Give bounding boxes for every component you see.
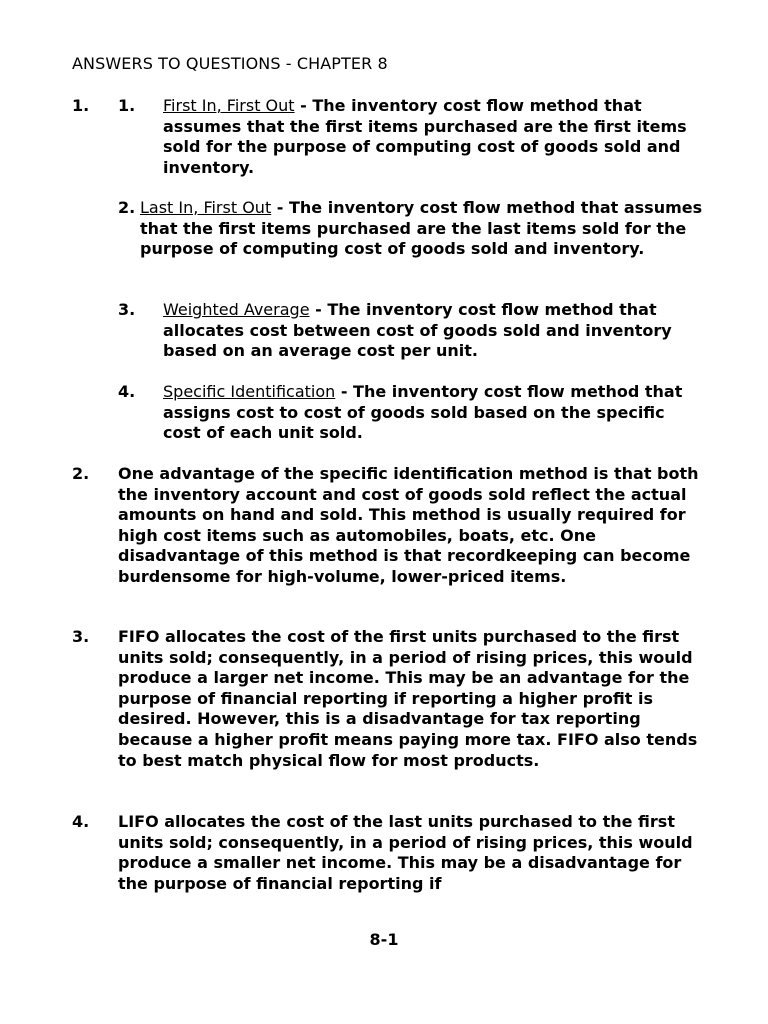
answer-3-text: FIFO allocates the cost of the first units purchased to the first units sold; consequently, in a period of rising prices, this would produce a larger net income. This may be an advantage for the purpose of financial reporting if reporting a higher profit is desired. However, this is a disadvantage for tax reporting because a higher profit means paying more tax. FIFO also tends to best match physical flow for most products. <box>118 627 698 770</box>
page-number: 8-1 <box>369 930 399 949</box>
answer-1-number: 1. <box>72 96 90 115</box>
answer-4-number: 4. <box>72 812 90 831</box>
answer-1-item-2 <box>118 198 703 260</box>
answer-1-item-1 <box>163 96 703 178</box>
answer-1-item-4-number: 4. <box>118 382 136 401</box>
answer-1-item-3-text: - The inventory cost flow method that allocates cost between cost of goods sold and inventory based on an average cost per unit. <box>163 300 672 361</box>
answer-1-item-1-term: First In, First Out <box>163 96 295 115</box>
answer-1-item-2-number: 2. <box>118 198 136 217</box>
answer-1-item-2-text: - The inventory cost flow method that assumes that the first items purchased are the last items sold for the purpose of computing cost of goods sold and inventory. <box>140 198 703 259</box>
answer-2-text: One advantage of the specific identification method is that both the inventory account and cost of goods sold reflect the actual amounts on hand and sold. This method is usually required for high cost items such as automobiles, boats, etc. One disadvantage of this method is that recordkeeping can become burdensome for high-volume, lower-priced items. <box>118 464 699 586</box>
answer-1-item-4 <box>163 382 703 444</box>
answer-2-number: 2. <box>72 464 90 483</box>
answer-3-number: 3. <box>72 627 90 646</box>
answer-1-item-1-text: - The inventory cost flow method that assumes that the first items purchased are the first items sold for the purpose of computing cost of goods sold and inventory. <box>163 96 687 177</box>
answer-1-item-4-term: Specific Identification <box>163 382 336 401</box>
answer-1-item-2-term: Last In, First Out <box>140 198 272 217</box>
answer-1-item-3 <box>163 300 703 362</box>
answer-4-text: LIFO allocates the cost of the last units purchased to the first units sold; consequently, in a period of rising prices, this would produce a smaller net income. This may be a disadvantage for the purpose of financial reporting if <box>118 812 693 893</box>
page-title: ANSWERS TO QUESTIONS - CHAPTER 8 <box>72 54 388 73</box>
answer-1-item-3-number: 3. <box>118 300 136 319</box>
answer-1-item-1-number: 1. <box>118 96 136 115</box>
answer-1-item-3-term: Weighted Average <box>163 300 310 319</box>
answer-1-item-4-text: - The inventory cost flow method that assigns cost to cost of goods sold based on the specific cost of each unit sold. <box>163 382 683 443</box>
